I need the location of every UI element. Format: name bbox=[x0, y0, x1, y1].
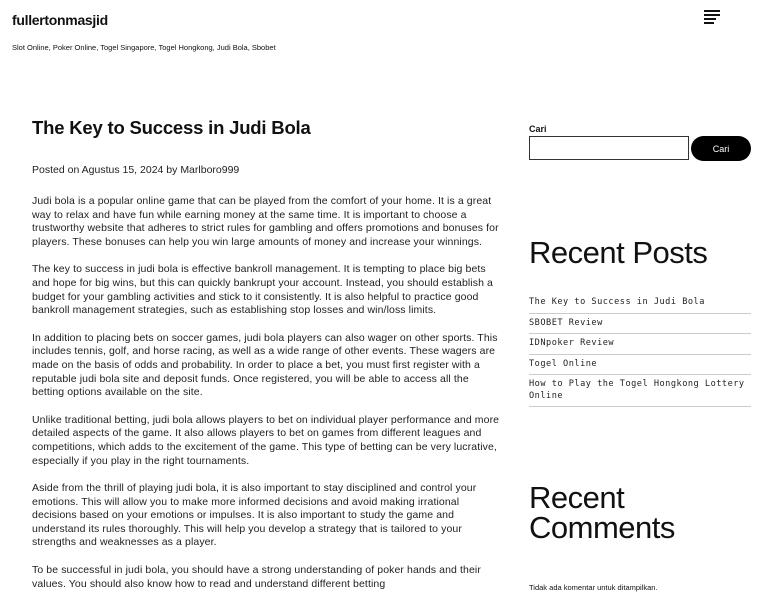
recent-posts-list bbox=[529, 293, 751, 407]
posted-on-label: Posted on bbox=[32, 164, 80, 176]
post-meta bbox=[32, 164, 239, 176]
recent-post-link[interactable]: The Key to Success in Judi Bola bbox=[529, 297, 705, 307]
post-date-link[interactable]: Agustus 15, 2024 bbox=[81, 164, 164, 176]
recent-post-link[interactable]: IDNpoker Review bbox=[529, 338, 615, 348]
recent-post-link[interactable]: Togel Online bbox=[529, 358, 598, 369]
post-content bbox=[32, 195, 502, 605]
recent-post-item bbox=[529, 375, 751, 407]
recent-post-item bbox=[529, 314, 751, 335]
site-tagline: Slot Online, Poker Online, Togel Singapore, Togel Hongkong, Judi Bola, Sbobet bbox=[12, 43, 276, 52]
recent-post-item bbox=[529, 293, 751, 314]
recent-post-link[interactable]: SBOBET Review bbox=[529, 317, 603, 328]
no-comments-text: Tidak ada komentar untuk ditampilkan. bbox=[529, 583, 658, 592]
post-paragraph: Aside from the thrill of playing judi bola, it is also important to stay disciplined and control your emotions. This will allow you to make more informed decisions and avoid making irrational decisions based on your emotions or impulses. It is also important to study the game and understand its rules thoroughly. This will help you develop a strategy that is tailored to your strengths and weaknesses as a player. bbox=[32, 482, 477, 549]
post-paragraph: The key to success in judi bola is effective bankroll management. It is tempting to place big bets and hope for big wins, but this can quickly bankrupt your account. Instead, you should establish a budget for your gambling activities and stick to it consistently. It is also helpful to practice good bankroll management strategies, such as establishing stop losses and win/loss limits. bbox=[32, 263, 493, 317]
recent-post-item bbox=[529, 334, 751, 355]
search-label: Cari bbox=[529, 124, 547, 134]
post-paragraph: Judi bola is a popular online game that can be played from the comfort of your home. It is a great way to relax and have fun while earning money at the same time. It is important to choose a trustworthy website that adheres to strict rules for gambling and offers promotions and bonuses for players. These bonuses can help you win large amounts of money and increase your winnings. bbox=[32, 195, 499, 248]
site-title-link[interactable]: fullertonmasjid bbox=[12, 12, 108, 28]
recent-post-link[interactable]: How to Play the Togel Hongkong Lottery Online bbox=[529, 379, 745, 401]
menu-icon[interactable] bbox=[700, 8, 722, 26]
post-title: The Key to Success in Judi Bola bbox=[32, 117, 311, 138]
recent-post-item bbox=[529, 355, 751, 376]
post-paragraph: Unlike traditional betting, judi bola allows players to bet on individual player performance and more detailed aspects of the game. It also allows players to bet on games from different leagues and competitions, which adds to the excitement of the game. This type of betting can be very lucrative, especially if you play in the right tournaments. bbox=[32, 413, 500, 467]
post-paragraph: To be successful in judi bola, you should have a strong understanding of poker hands and their values. You should also know how to read and understand different betting bbox=[32, 564, 481, 590]
recent-comments-title: Recent Comments bbox=[529, 480, 675, 545]
search-input[interactable] bbox=[529, 136, 689, 160]
post-paragraph: In addition to placing bets on soccer games, judi bola players can also wager on other sports. This includes tennis, golf, and horse racing, as well as a wide range of other events. These wagers are made on the basis of odds and probability. In order to place a bet, you must first register with a reputable judi bola site and deposit funds. Once registered, you will be able to access all the betting options available on the site. bbox=[32, 331, 498, 399]
by-label: by bbox=[166, 164, 178, 176]
post-author-link[interactable]: Marlboro999 bbox=[180, 164, 240, 176]
recent-posts-title: Recent Posts bbox=[529, 235, 708, 270]
search-button[interactable]: Cari bbox=[691, 136, 751, 161]
